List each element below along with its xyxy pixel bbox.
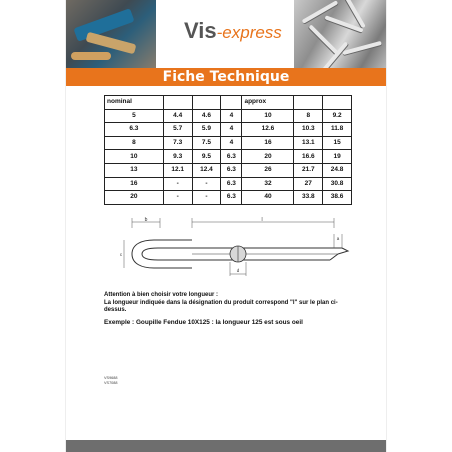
table-cell: 10: [242, 109, 294, 123]
header-cell: [221, 96, 242, 110]
table-row: [105, 136, 352, 150]
table-cell: 8: [294, 109, 323, 123]
table-cell: 9.5: [192, 150, 221, 164]
table-cell: 8: [105, 136, 164, 150]
table-cell: 38.6: [323, 191, 352, 205]
footer-bar: [66, 440, 386, 452]
table-cell: 7.5: [192, 136, 221, 150]
spec-table: [104, 95, 352, 205]
table-cell: 20: [242, 150, 294, 164]
logo-area: [156, 0, 294, 70]
table-cell: 6.3: [221, 191, 242, 205]
table-cell: 30.8: [323, 177, 352, 191]
table-cell: 4: [221, 123, 242, 137]
vis-express-logo: Vis-express: [184, 18, 282, 43]
table-cell: 12.4: [192, 163, 221, 177]
table-cell: 21.7: [294, 163, 323, 177]
header-cell: [323, 96, 352, 110]
table-cell: 32: [242, 177, 294, 191]
table-cell: 5.9: [192, 123, 221, 137]
table-cell: -: [192, 177, 221, 191]
table-cell: 16: [242, 136, 294, 150]
header-cell: [294, 96, 323, 110]
split-pin-drawing: [102, 214, 352, 284]
table-cell: 4: [221, 109, 242, 123]
table-cell: 12.1: [163, 163, 192, 177]
page-title: Fiche Technique: [162, 69, 290, 85]
table-cell: 27: [294, 177, 323, 191]
table-cell: 6.3: [105, 123, 164, 137]
table-cell: -: [163, 177, 192, 191]
table-cell: 6.3: [221, 150, 242, 164]
table-cell: 26: [242, 163, 294, 177]
table-cell: -: [163, 191, 192, 205]
table-cell: 7.3: [163, 136, 192, 150]
table-cell: 12.6: [242, 123, 294, 137]
header-cell: nominal: [105, 96, 164, 110]
tools-photo: [66, 0, 156, 70]
label-b: b: [144, 217, 148, 223]
label-c: c: [119, 252, 123, 257]
table-cell: 5: [105, 109, 164, 123]
table-row: [105, 109, 352, 123]
table-cell: 6.3: [221, 163, 242, 177]
table-cell: 15: [323, 136, 352, 150]
table-cell: 10: [105, 150, 164, 164]
length-notes: [104, 292, 354, 326]
table-cell: 33.8: [294, 191, 323, 205]
table-cell: 4.6: [192, 109, 221, 123]
note-attention: Attention à bien choisir votre longueur :: [104, 292, 219, 298]
table-row: [105, 191, 352, 205]
table-cell: 13: [105, 163, 164, 177]
table-cell: 20: [105, 191, 164, 205]
table-cell: 13.1: [294, 136, 323, 150]
reference-codes: [104, 376, 118, 386]
label-a: a: [336, 236, 340, 241]
table-row: [105, 163, 352, 177]
ref-code: VS9688: [104, 376, 118, 380]
table-cell: 4: [221, 136, 242, 150]
table-cell: 4.4: [163, 109, 192, 123]
header-banner: [66, 0, 386, 70]
label-l: l: [261, 217, 263, 223]
table-cell: 16.6: [294, 150, 323, 164]
table-cell: 10.3: [294, 123, 323, 137]
table-cell: 16: [105, 177, 164, 191]
table-header-row: [105, 96, 352, 110]
table-row: [105, 177, 352, 191]
header-cell: approx: [242, 96, 294, 110]
table-cell: 5.7: [163, 123, 192, 137]
table-cell: 11.8: [323, 123, 352, 137]
table-row: [105, 150, 352, 164]
table-cell: -: [192, 191, 221, 205]
table-cell: 9.2: [323, 109, 352, 123]
table-cell: 40: [242, 191, 294, 205]
header-cell: [163, 96, 192, 110]
table-cell: 6.3: [221, 177, 242, 191]
table-row: [105, 123, 352, 137]
table-cell: 9.3: [163, 150, 192, 164]
label-d: d: [236, 268, 240, 273]
note-example: Exemple : Goupille Fendue 10X125 : la longueur 125 est sous oeil: [104, 318, 303, 326]
note-length: La longueur indiquée dans la désignation du produit correspond "l" sur le plan ci-dessus.: [104, 299, 338, 314]
technical-sheet-page: [66, 0, 386, 452]
table-cell: 19: [323, 150, 352, 164]
ref-code: VS7088: [104, 381, 118, 385]
screws-photo: [294, 0, 386, 70]
table-cell: 24.8: [323, 163, 352, 177]
header-cell: [192, 96, 221, 110]
title-bar: [66, 68, 386, 86]
